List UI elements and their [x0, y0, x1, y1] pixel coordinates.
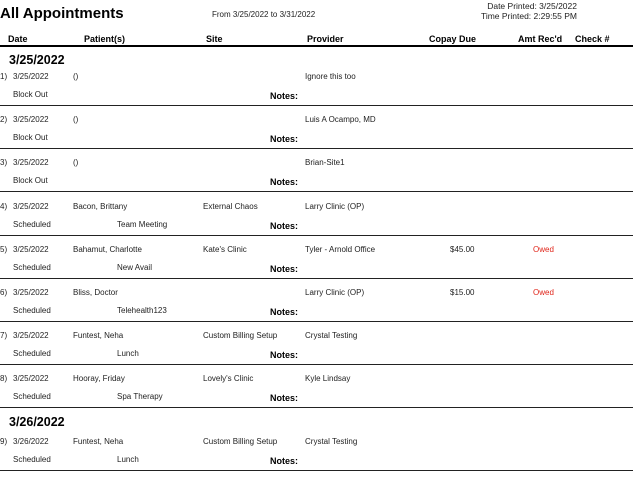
patient-name: ()	[73, 72, 79, 81]
appt-date: 3/26/2022	[13, 437, 49, 446]
copay-due: $45.00	[450, 245, 475, 254]
site-name: Lovely's Clinic	[203, 374, 254, 383]
row-divider	[0, 321, 633, 322]
provider-name: Ignore this too	[305, 72, 356, 81]
col-check: Check #	[575, 34, 610, 44]
provider-name: Kyle Lindsay	[305, 374, 351, 383]
appt-status: Scheduled	[13, 306, 51, 315]
row-number: 8)	[0, 374, 8, 383]
col-site: Site	[206, 34, 223, 44]
date-group-header: 3/25/2022	[9, 53, 65, 67]
col-date: Date	[8, 34, 28, 44]
notes-label: Notes:	[270, 264, 299, 274]
row-number: 4)	[0, 202, 8, 211]
appt-type: Spa Therapy	[117, 392, 163, 401]
appt-date: 3/25/2022	[13, 202, 49, 211]
row-divider	[0, 148, 633, 149]
site-name: Kate's Clinic	[203, 245, 247, 254]
appt-status: Scheduled	[13, 392, 51, 401]
appt-date: 3/25/2022	[13, 72, 49, 81]
appt-date: 3/25/2022	[13, 158, 49, 167]
notes-label: Notes:	[270, 177, 299, 187]
patient-name: Funtest, Neha	[73, 437, 124, 446]
appt-date: 3/25/2022	[13, 374, 49, 383]
notes-label: Notes:	[270, 456, 299, 466]
appt-status: Block Out	[13, 176, 48, 185]
row-divider	[0, 364, 633, 365]
appt-date: 3/25/2022	[13, 288, 49, 297]
notes-label: Notes:	[270, 221, 299, 231]
patient-name: Funtest, Neha	[73, 331, 124, 340]
row-divider	[0, 105, 633, 106]
site-name: Custom Billing Setup	[203, 331, 278, 340]
row-number: 5)	[0, 245, 8, 254]
notes-label: Notes:	[270, 134, 299, 144]
row-number: 3)	[0, 158, 8, 167]
appt-status: Scheduled	[13, 220, 51, 229]
col-patient: Patient(s)	[84, 34, 126, 44]
appt-date: 3/25/2022	[13, 115, 49, 124]
provider-name: Crystal Testing	[305, 331, 358, 340]
report-title: All Appointments	[0, 5, 124, 22]
appt-date: 3/25/2022	[13, 331, 49, 340]
row-number: 7)	[0, 331, 8, 340]
site-name: External Chaos	[203, 202, 258, 211]
copay-due: $15.00	[450, 288, 475, 297]
patient-name: Bahamut, Charlotte	[73, 245, 142, 254]
date-range: From 3/25/2022 to 3/31/2022	[212, 10, 316, 19]
appt-type: Team Meeting	[117, 220, 168, 229]
row-number: 9)	[0, 437, 8, 446]
header-rule	[0, 45, 633, 47]
appt-type: New Avail	[117, 263, 152, 272]
site-name: Custom Billing Setup	[203, 437, 278, 446]
row-divider	[0, 235, 633, 236]
appt-status: Scheduled	[13, 349, 51, 358]
appt-type: Lunch	[117, 349, 139, 358]
col-copay: Copay Due	[429, 34, 477, 44]
notes-label: Notes:	[270, 393, 299, 403]
provider-name: Larry Clinic (OP)	[305, 202, 365, 211]
patient-name: Hooray, Friday	[73, 374, 125, 383]
time-printed: Time Printed: 2:29:55 PM	[480, 11, 577, 21]
provider-name: Luis A Ocampo, MD	[305, 115, 376, 124]
col-amt: Amt Rec'd	[518, 34, 563, 44]
row-divider	[0, 191, 633, 192]
amount-received: Owed	[533, 288, 554, 297]
patient-name: ()	[73, 115, 79, 124]
notes-label: Notes:	[270, 91, 299, 101]
provider-name: Tyler - Arnold Office	[305, 245, 376, 254]
appt-type: Telehealth123	[117, 306, 167, 315]
row-divider	[0, 407, 633, 408]
row-number: 1)	[0, 72, 8, 81]
patient-name: ()	[73, 158, 79, 167]
row-number: 6)	[0, 288, 8, 297]
row-divider	[0, 278, 633, 279]
notes-label: Notes:	[270, 350, 299, 360]
appt-status: Block Out	[13, 90, 48, 99]
provider-name: Brian-Site1	[305, 158, 345, 167]
provider-name: Crystal Testing	[305, 437, 358, 446]
date-group-header: 3/26/2022	[9, 415, 65, 429]
appt-status: Scheduled	[13, 455, 51, 464]
appt-date: 3/25/2022	[13, 245, 49, 254]
col-provider: Provider	[307, 34, 344, 44]
row-divider	[0, 470, 633, 471]
provider-name: Larry Clinic (OP)	[305, 288, 365, 297]
patient-name: Bacon, Brittany	[73, 202, 128, 211]
row-number: 2)	[0, 115, 8, 124]
amount-received: Owed	[533, 245, 554, 254]
notes-label: Notes:	[270, 307, 299, 317]
date-printed: Date Printed: 3/25/2022	[487, 1, 577, 11]
patient-name: Bliss, Doctor	[73, 288, 118, 297]
appt-status: Block Out	[13, 133, 48, 142]
appt-status: Scheduled	[13, 263, 51, 272]
print-info	[481, 1, 577, 21]
appt-type: Lunch	[117, 455, 139, 464]
